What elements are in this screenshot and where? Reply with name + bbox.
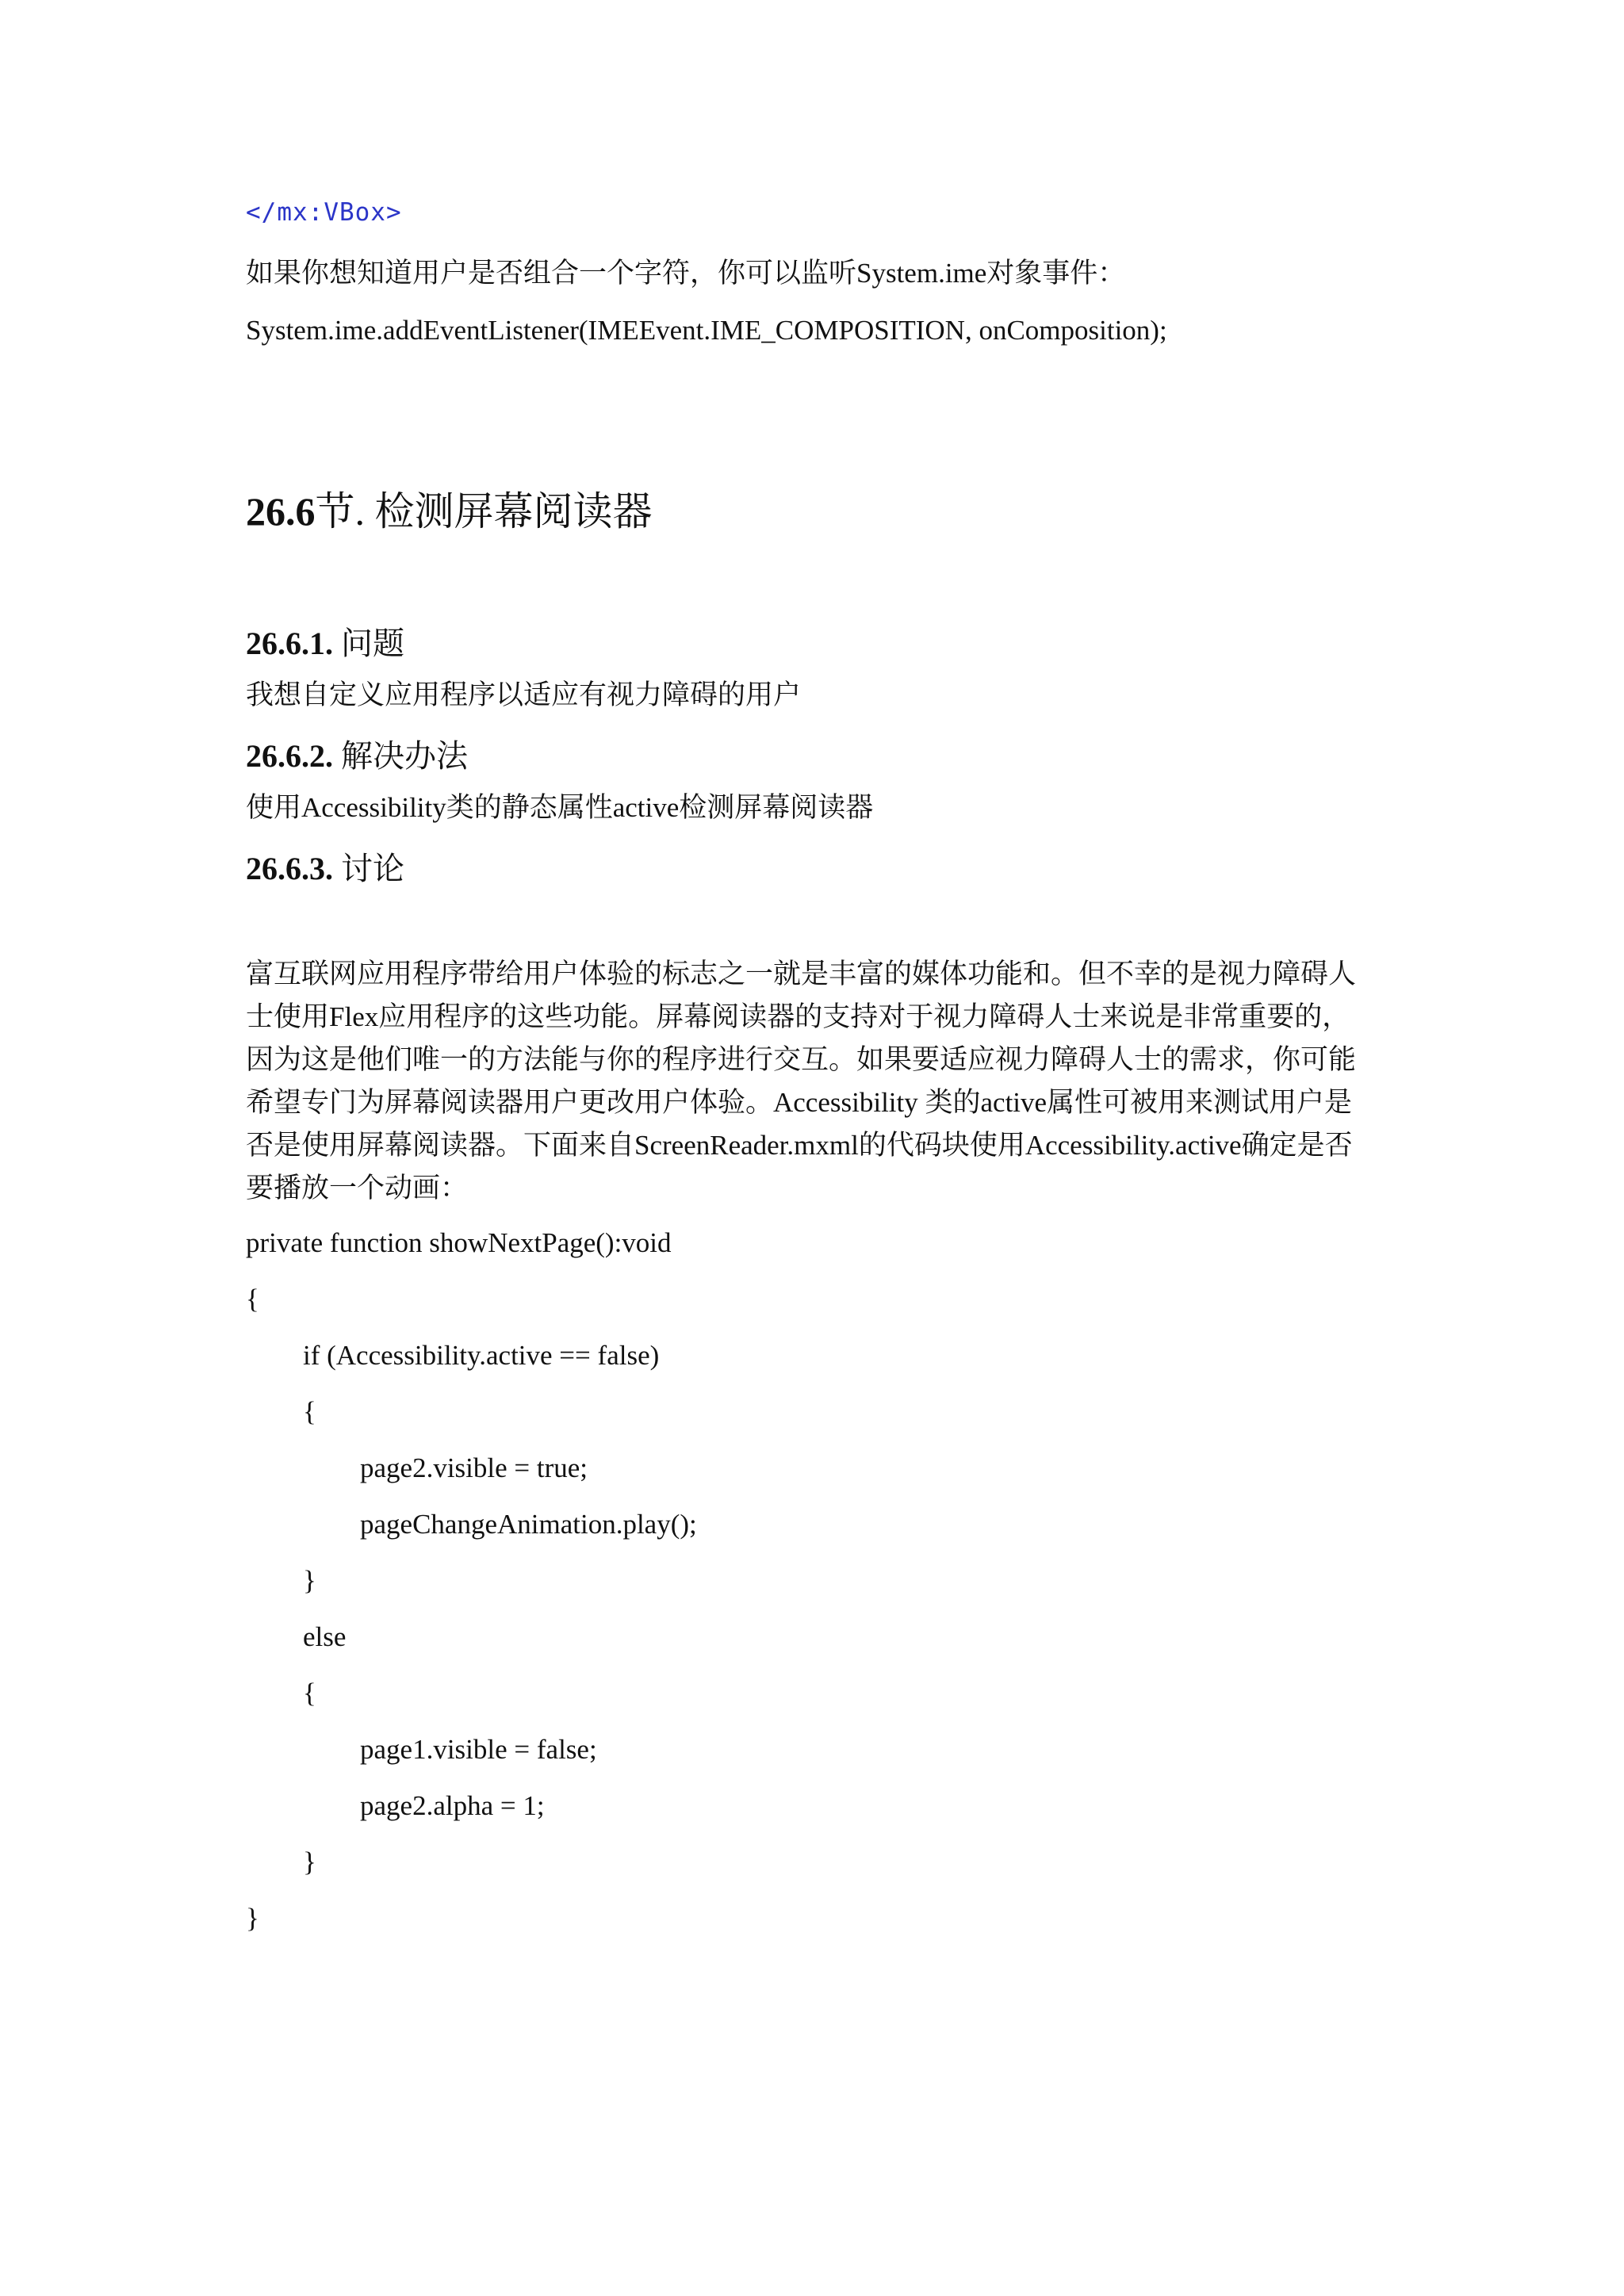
solution-body: 使用Accessibility类的静态属性active检测屏幕阅读器 — [246, 792, 874, 823]
discussion-paragraph — [246, 953, 1381, 1210]
ime-event-code: System.ime.addEventListener(IMEEvent.IME_COMPOSITION, onComposition); — [246, 315, 1167, 346]
code-line: pageChangeAnimation.play(); — [360, 1509, 697, 1540]
discussion-line: 希望专门为屏幕阅读器用户更改用户体验。Accessibility 类的active属性可被用来测试用户是 — [246, 1087, 1353, 1118]
section-heading — [246, 480, 653, 537]
code-line: { — [303, 1396, 316, 1427]
discussion-line: 士使用Flex应用程序的这些功能。屏幕阅读器的支持对于视力障碍人士来说是非常重要的， — [246, 1001, 1350, 1032]
subsection-heading-discussion — [246, 844, 404, 889]
code-line: } — [303, 1846, 316, 1877]
code-line: page2.alpha = 1; — [360, 1790, 545, 1821]
subsection-heading-solution — [246, 731, 468, 776]
code-line: { — [303, 1678, 316, 1709]
problem-body: 我想自定义应用程序以适应有视力障碍的用户 — [246, 679, 802, 710]
subsection-heading-problem — [246, 618, 404, 664]
code-line: } — [303, 1565, 316, 1596]
subsection-title: 解决办法 — [341, 738, 468, 774]
code-line: { — [246, 1284, 259, 1314]
subsection-number: 26.6.1. — [246, 626, 333, 661]
section-number: 26.6 — [246, 489, 316, 534]
code-line: page1.visible = false; — [360, 1734, 597, 1765]
code-line: if (Accessibility.active == false) — [303, 1340, 660, 1371]
discussion-line: 否是使用屏幕阅读器。下面来自ScreenReader.mxml的代码块使用Accessibility.active确定是否 — [246, 1130, 1353, 1161]
ime-intro-sentence: 如果你想知道用户是否组合一个字符，你可以监听System.ime对象事件： — [246, 258, 1126, 289]
discussion-line: 因为这是他们唯一的方法能与你的程序进行交互。如果要适应视力障碍人士的需求，你可能 — [246, 1044, 1357, 1075]
subsection-number: 26.6.3. — [246, 851, 333, 886]
discussion-line: 要播放一个动画： — [246, 1173, 469, 1203]
xml-close-tag: </mx:VBox> — [246, 198, 402, 227]
subsection-title: 讨论 — [341, 851, 404, 886]
code-line: private function showNextPage():void — [246, 1227, 672, 1258]
discussion-line: 富互联网应用程序带给用户体验的标志之一就是丰富的媒体功能和。但不幸的是视力障碍人 — [246, 959, 1357, 989]
code-line: page2.visible = true; — [360, 1452, 588, 1483]
section-title: 节. 检测屏幕阅读器 — [315, 489, 653, 534]
subsection-number: 26.6.2. — [246, 738, 333, 774]
code-line: } — [246, 1903, 259, 1934]
code-line: else — [303, 1621, 347, 1652]
subsection-title: 问题 — [341, 626, 404, 661]
